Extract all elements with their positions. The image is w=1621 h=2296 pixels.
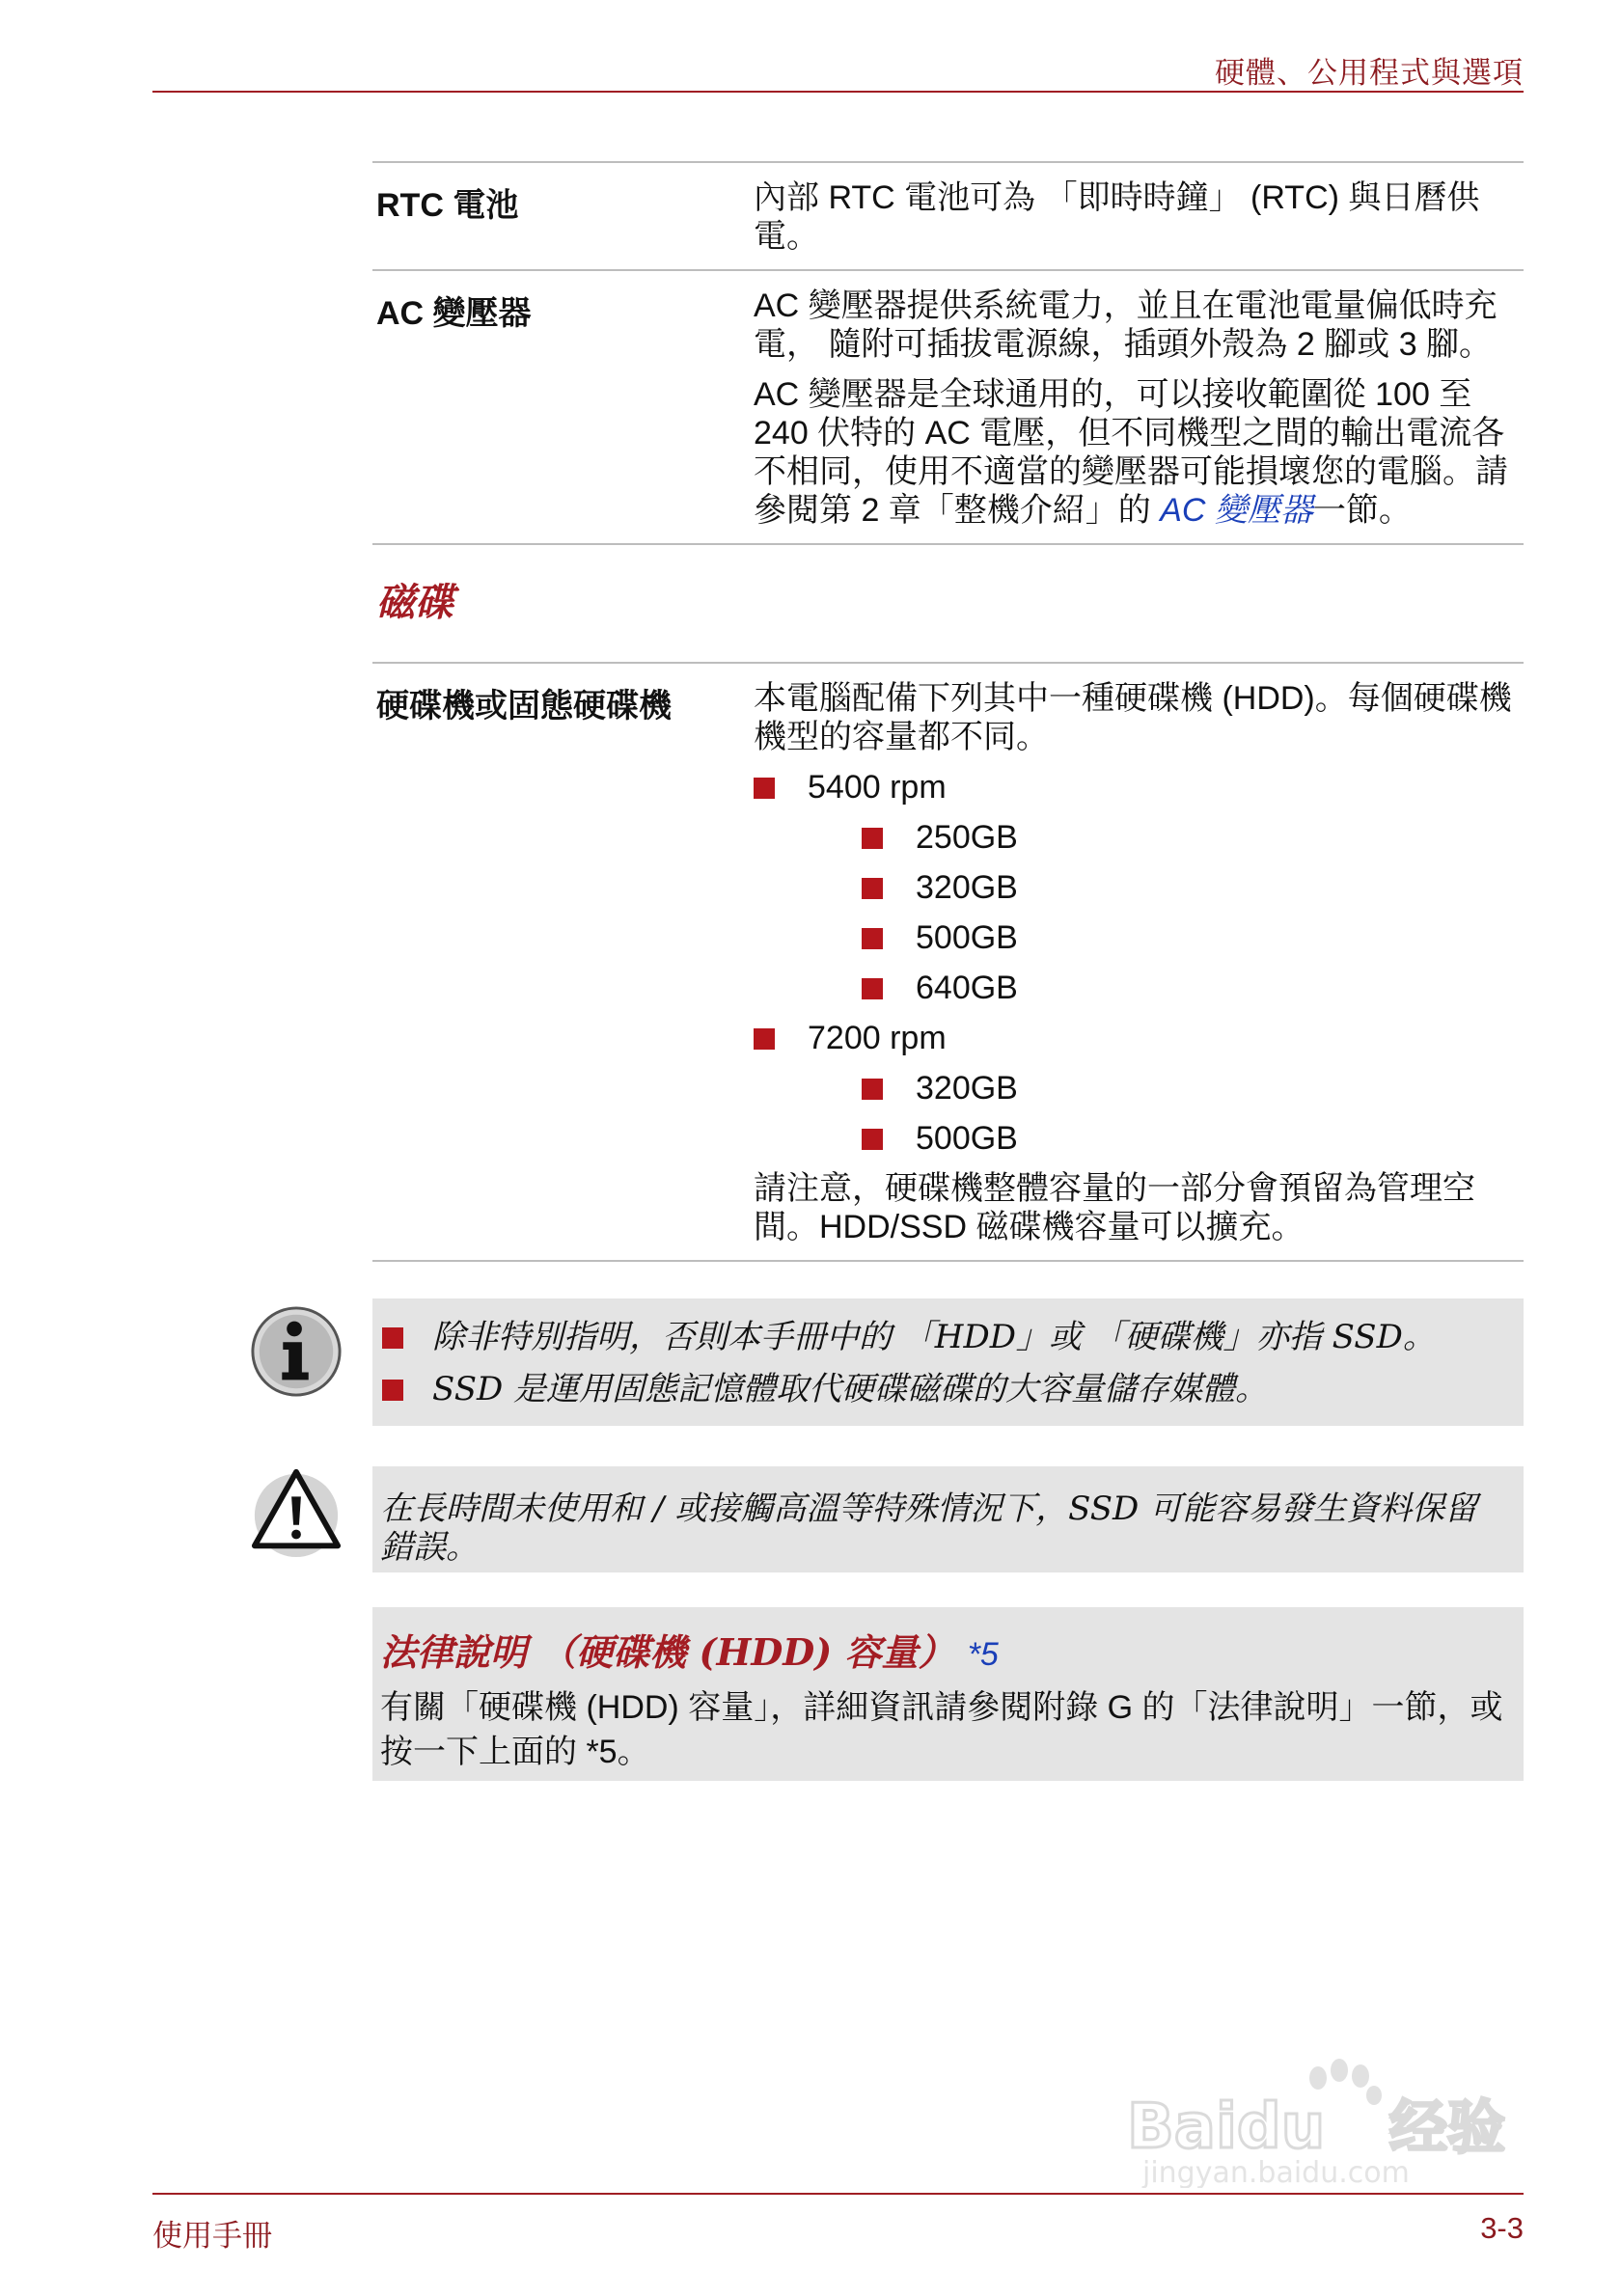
header-title: 硬體、公用程式與選項 — [1215, 56, 1524, 91]
warning-icon — [249, 1464, 343, 1559]
warning-note — [372, 1466, 1524, 1572]
spec-term: RTC 電池 — [376, 187, 519, 224]
rpm-label: 7200 rpm — [808, 1020, 947, 1056]
footer-rule — [152, 2193, 1524, 2195]
spec-row-ac-adapter — [372, 269, 1524, 545]
spec-text: AC 變壓器是全球通用的，可以接收範圍從 100 至 240 伏特的 AC 電壓，但不同機型之間的輸出電流各不相同，使用不適當的變壓器可能損壞您的電腦。請參閱第 2 章「整機介紹」的 — [754, 376, 1508, 529]
legal-title-text: 法律說明 （硬碟機 (HDD) 容量） — [380, 1630, 955, 1674]
capacity-item — [862, 868, 1516, 907]
square-bullet-icon — [862, 1129, 883, 1150]
spec-paragraph: AC 變壓器提供系統電力，並且在電池電量偏低時充電， 隨附可插拔電源線，插頭外殼為 2 腳或 3 腳。 — [754, 287, 1497, 363]
square-bullet-icon — [382, 1380, 403, 1401]
footer-page-number: 3-3 — [1480, 2211, 1524, 2245]
info-note — [372, 1298, 1524, 1426]
warning-note-text: 在長時間未使用和 / 或接觸高溫等特殊情況下，SSD 可能容易發生資料保留錯誤。 — [380, 1490, 1478, 1567]
spec-text: 一節。 — [1312, 492, 1412, 529]
capacity-item — [862, 918, 1516, 957]
section-title-disk: 磁碟 — [376, 580, 453, 625]
legal-ref-link[interactable]: *5 — [967, 1636, 999, 1673]
watermark-brand: Baidu — [1127, 2091, 1326, 2163]
legal-title — [372, 1607, 1524, 1676]
hdd-note: 請注意，硬碟機整體容量的一部分會預留為管理空間。HDD/SSD 磁碟機容量可以擴充。 — [754, 1170, 1475, 1245]
square-bullet-icon — [382, 1327, 403, 1349]
square-bullet-icon — [862, 928, 883, 949]
square-bullet-icon — [862, 978, 883, 999]
capacity-list — [862, 818, 1516, 1007]
watermark-url: jingyan.baidu.com — [1142, 2156, 1410, 2188]
spec-row-hdd — [372, 662, 1524, 1262]
capacity-label: 250GB — [916, 819, 1018, 856]
spec-definition — [754, 271, 1516, 543]
spec-row-rtc-battery — [372, 161, 1524, 269]
spec-table — [372, 161, 1524, 1262]
spec-term: AC 變壓器 — [376, 295, 532, 332]
spec-definition — [754, 664, 1516, 1260]
legal-note — [372, 1607, 1524, 1781]
spec-term: 硬碟機或固態硬碟機 — [376, 688, 672, 724]
capacity-list — [862, 1069, 1516, 1158]
info-note-list — [372, 1298, 1524, 1408]
spec-definition — [754, 163, 1516, 269]
rpm-label: 5400 rpm — [808, 769, 947, 806]
rpm-item — [754, 1019, 1516, 1158]
square-bullet-icon — [862, 1079, 883, 1100]
hdd-intro: 本電腦配備下列其中一種硬碟機 (HDD)。每個硬碟機機型的容量都不同。 — [754, 680, 1512, 755]
info-icon — [249, 1304, 343, 1399]
rpm-list — [754, 768, 1516, 1158]
info-note-text: 除非特別指明，否則本手冊中的 「HDD」或 「硬碟機」亦指 SSD。 — [432, 1318, 1436, 1356]
capacity-label: 500GB — [916, 919, 1018, 956]
capacity-label: 640GB — [916, 970, 1018, 1006]
spec-paragraph: 內部 RTC 電池可為 「即時時鐘」 (RTC) 與日曆供電。 — [754, 179, 1480, 255]
header-rule — [152, 91, 1524, 93]
square-bullet-icon — [754, 1028, 775, 1050]
capacity-label: 500GB — [916, 1120, 1018, 1157]
capacity-label: 320GB — [916, 869, 1018, 906]
capacity-item — [862, 818, 1516, 857]
capacity-item — [862, 969, 1516, 1007]
ac-adapter-link[interactable]: AC 變壓器 — [1160, 492, 1313, 529]
square-bullet-icon — [754, 778, 775, 799]
baidu-watermark — [1104, 2053, 1528, 2188]
legal-text: 有關「硬碟機 (HDD) 容量」，詳細資訊請參閱附錄 G 的「法律說明」一節，或按一下上面的 *5。 — [380, 1689, 1503, 1770]
info-note-item — [372, 1318, 1524, 1356]
info-note-item — [372, 1370, 1524, 1408]
watermark-cn: 经验 — [1389, 2094, 1505, 2162]
footer-manual-title: 使用手冊 — [152, 2219, 272, 2254]
capacity-item — [862, 1069, 1516, 1107]
spec-paragraph — [754, 375, 1516, 530]
capacity-item — [862, 1119, 1516, 1158]
capacity-label: 320GB — [916, 1070, 1018, 1107]
info-note-text: SSD 是運用固態記憶體取代硬碟磁碟的大容量儲存媒體。 — [432, 1370, 1269, 1408]
rpm-item — [754, 768, 1516, 1007]
square-bullet-icon — [862, 828, 883, 849]
square-bullet-icon — [862, 878, 883, 899]
